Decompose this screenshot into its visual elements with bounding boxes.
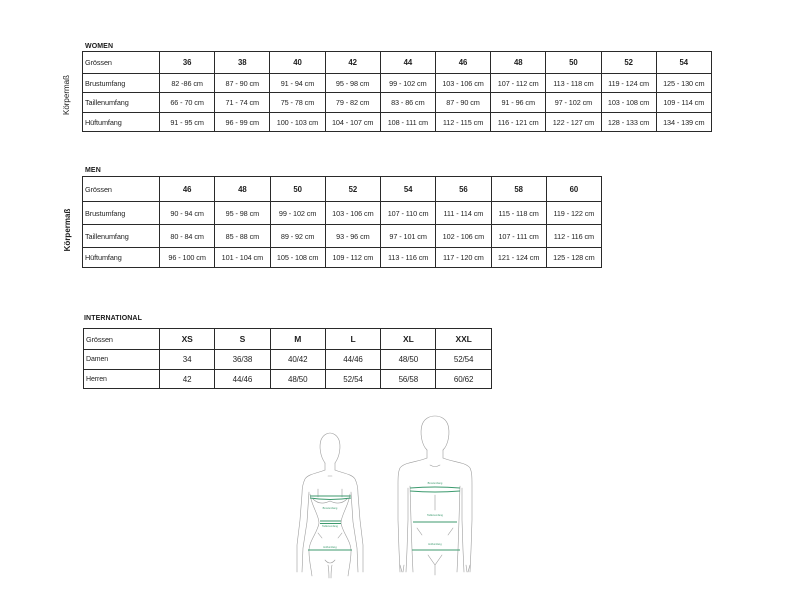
size-cell: 34 <box>160 350 215 370</box>
measurement-cell: 107 - 111 cm <box>491 225 546 248</box>
size-header-cell: 42 <box>325 52 380 74</box>
measurement-cell: 97 - 102 cm <box>546 93 601 113</box>
men-size-table <box>82 176 602 268</box>
measurement-cell: 107 - 110 cm <box>381 202 436 225</box>
row-label: Herren <box>84 370 160 389</box>
table-row <box>84 350 492 370</box>
men-body-measure-label: Körpermaß <box>63 208 72 252</box>
measurement-cell: 96 - 99 cm <box>215 113 270 132</box>
measurement-cell: 87 - 90 cm <box>215 74 270 93</box>
table-header-row <box>83 52 712 74</box>
measurement-cell: 103 - 106 cm <box>435 74 490 93</box>
size-header-cell: M <box>270 329 325 350</box>
row-label: Taillenumfang <box>83 225 160 248</box>
measurement-cell: 96 - 100 cm <box>160 248 215 268</box>
female-waist-line <box>320 521 341 524</box>
size-header-cell: 54 <box>381 177 436 202</box>
measurement-cell: 99 - 102 cm <box>270 202 325 225</box>
table-header-row <box>84 329 492 350</box>
size-cell: 52/54 <box>436 350 491 370</box>
measurement-cell: 116 - 121 cm <box>491 113 546 132</box>
table-row <box>83 93 712 113</box>
measurement-cell: 80 - 84 cm <box>160 225 215 248</box>
measurement-cell: 95 - 98 cm <box>215 202 270 225</box>
size-header-cell: 50 <box>546 52 601 74</box>
measurement-cell: 119 - 124 cm <box>601 74 656 93</box>
measurement-cell: 113 - 116 cm <box>381 248 436 268</box>
row-label: Brustumfang <box>83 74 160 93</box>
table-row <box>84 370 492 389</box>
row-label: Damen <box>84 350 160 370</box>
female-waist-label: Taillenumfang <box>321 525 339 528</box>
size-header-cell: 48 <box>491 52 546 74</box>
size-cell: 48/50 <box>381 350 436 370</box>
measurement-cell: 112 - 115 cm <box>435 113 490 132</box>
size-header-cell: L <box>325 329 380 350</box>
measurement-cell: 97 - 101 cm <box>381 225 436 248</box>
size-header-cell: XL <box>381 329 436 350</box>
size-cell: 42 <box>160 370 215 389</box>
measurement-cell: 125 - 130 cm <box>656 74 711 93</box>
row-label: Brustumfang <box>83 202 160 225</box>
male-body-outline-icon <box>398 416 472 575</box>
female-measure-lines <box>308 496 352 550</box>
size-header-cell: 52 <box>601 52 656 74</box>
table-header-row <box>83 177 602 202</box>
size-cell: 48/50 <box>270 370 325 389</box>
measurement-cell: 102 - 106 cm <box>436 225 491 248</box>
measurement-cell: 104 - 107 cm <box>325 113 380 132</box>
international-size-table <box>83 328 492 389</box>
male-hip-label: Hüftumfang <box>428 543 442 546</box>
women-body-measure-label: Körpermaß <box>62 75 71 116</box>
size-header-cell: 56 <box>436 177 491 202</box>
table-row <box>83 225 602 248</box>
size-cell: 44/46 <box>215 370 270 389</box>
size-header-cell: 58 <box>491 177 546 202</box>
size-header-cell: 44 <box>380 52 435 74</box>
size-header-cell: 40 <box>270 52 325 74</box>
size-header-cell: 50 <box>270 177 325 202</box>
measurement-cell: 83 - 86 cm <box>380 93 435 113</box>
size-header-cell: 38 <box>215 52 270 74</box>
measurement-cell: 87 - 90 cm <box>435 93 490 113</box>
table-row <box>83 248 602 268</box>
size-header-cell: 48 <box>215 177 270 202</box>
measurement-cell: 103 - 108 cm <box>601 93 656 113</box>
table-row <box>83 202 602 225</box>
female-hip-label: Hüftumfang <box>323 546 337 549</box>
measurement-cell: 66 - 70 cm <box>160 93 215 113</box>
male-figure-illustration <box>398 416 472 575</box>
size-cell: 56/58 <box>381 370 436 389</box>
size-header-cell: S <box>215 329 270 350</box>
women-size-table <box>82 51 712 132</box>
measurement-cell: 91 - 94 cm <box>270 74 325 93</box>
measurement-cell: 125 - 128 cm <box>546 248 601 268</box>
measurement-cell: 113 - 118 cm <box>546 74 601 93</box>
measurement-cell: 107 - 112 cm <box>491 74 546 93</box>
row-label: Grössen <box>84 329 160 350</box>
measurement-cell: 112 - 116 cm <box>546 225 601 248</box>
male-chest-line <box>410 487 460 492</box>
size-cell: 44/46 <box>325 350 380 370</box>
women-section-title: WOMEN <box>85 43 114 50</box>
table-row <box>83 113 712 132</box>
measurement-cell: 111 - 114 cm <box>436 202 491 225</box>
measurement-cell: 90 - 94 cm <box>160 202 215 225</box>
male-chest-label: Brustumfang <box>427 482 443 485</box>
measurement-cell: 128 - 133 cm <box>601 113 656 132</box>
measurement-cell: 122 - 127 cm <box>546 113 601 132</box>
measurement-cell: 95 - 98 cm <box>325 74 380 93</box>
size-header-cell: XS <box>160 329 215 350</box>
measurement-cell: 108 - 111 cm <box>380 113 435 132</box>
size-header-cell: 46 <box>160 177 215 202</box>
measurement-cell: 93 - 96 cm <box>325 225 380 248</box>
row-label: Grössen <box>83 52 160 74</box>
measurement-cell: 91 - 95 cm <box>160 113 215 132</box>
size-cell: 60/62 <box>436 370 491 389</box>
female-figure-illustration <box>297 433 363 578</box>
size-header-cell: 60 <box>546 177 601 202</box>
measurement-cell: 79 - 82 cm <box>325 93 380 113</box>
row-label: Hüftumfang <box>83 113 160 132</box>
row-label: Hüftumfang <box>83 248 160 268</box>
measurement-cell: 101 - 104 cm <box>215 248 270 268</box>
size-header-cell: 52 <box>325 177 380 202</box>
men-section-title: MEN <box>85 167 101 174</box>
size-header-cell: XXL <box>436 329 491 350</box>
male-waist-label: Taillenumfang <box>426 514 444 517</box>
measurement-cell: 103 - 106 cm <box>325 202 380 225</box>
measurement-cell: 99 - 102 cm <box>380 74 435 93</box>
measurement-cell: 117 - 120 cm <box>436 248 491 268</box>
female-bust-label: Brustumfang <box>322 507 338 510</box>
measurement-cell: 89 - 92 cm <box>270 225 325 248</box>
row-label: Taillenumfang <box>83 93 160 113</box>
international-section-title: INTERNATIONAL <box>84 315 142 322</box>
size-header-cell: 36 <box>160 52 215 74</box>
measurement-cell: 82 -86 cm <box>160 74 215 93</box>
measurement-cell: 75 - 78 cm <box>270 93 325 113</box>
female-bust-line <box>310 496 351 500</box>
measurement-cell: 119 - 122 cm <box>546 202 601 225</box>
table-row <box>83 74 712 93</box>
size-cell: 40/42 <box>270 350 325 370</box>
measurement-cell: 85 - 88 cm <box>215 225 270 248</box>
size-header-cell: 46 <box>435 52 490 74</box>
measurement-cell: 115 - 118 cm <box>491 202 546 225</box>
measurement-cell: 134 - 139 cm <box>656 113 711 132</box>
measurement-cell: 71 - 74 cm <box>215 93 270 113</box>
measurement-cell: 91 - 96 cm <box>491 93 546 113</box>
measurement-cell: 109 - 112 cm <box>325 248 380 268</box>
female-body-outline-icon <box>297 433 363 578</box>
measurement-cell: 100 - 103 cm <box>270 113 325 132</box>
measurement-cell: 109 - 114 cm <box>656 93 711 113</box>
measurement-cell: 105 - 108 cm <box>270 248 325 268</box>
row-label: Grössen <box>83 177 160 202</box>
size-header-cell: 54 <box>656 52 711 74</box>
measurement-cell: 121 - 124 cm <box>491 248 546 268</box>
size-cell: 52/54 <box>325 370 380 389</box>
male-measure-lines <box>410 487 460 550</box>
size-cell: 36/38 <box>215 350 270 370</box>
